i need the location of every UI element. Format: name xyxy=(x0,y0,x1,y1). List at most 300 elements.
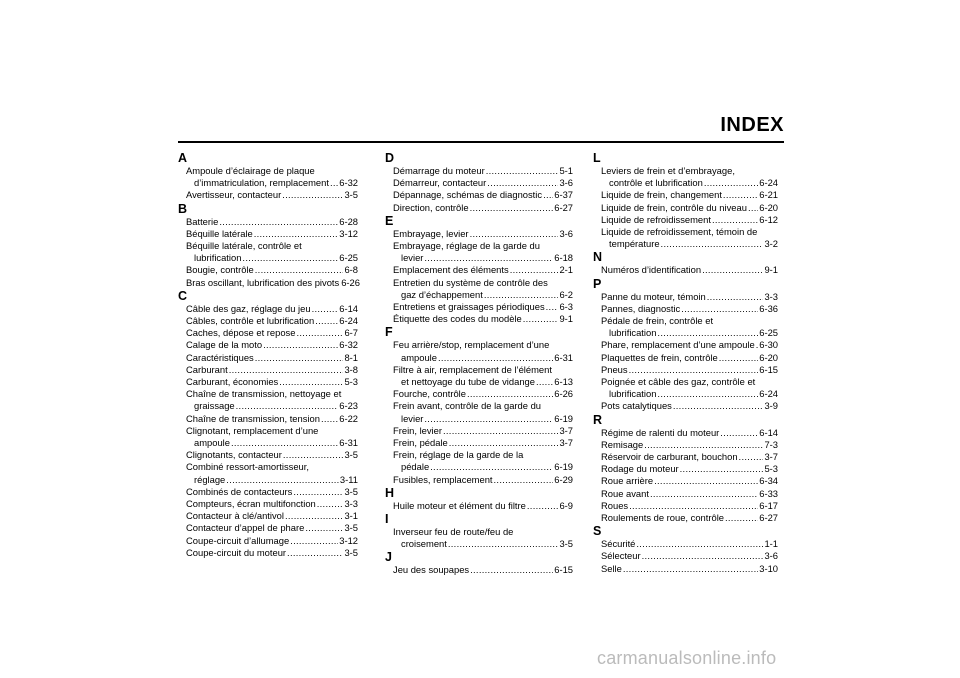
index-entry-text: Clignotants, contacteur xyxy=(186,449,282,461)
index-entry-text: Sélecteur xyxy=(601,550,641,562)
index-entry-text: Câbles, contrôle et lubrification xyxy=(186,315,315,327)
index-letter: E xyxy=(385,213,394,228)
index-entry xyxy=(593,500,778,512)
index-column-1 xyxy=(178,151,358,559)
dot-leader xyxy=(255,352,344,364)
index-letter: H xyxy=(385,485,395,500)
index-entry-text: Pannes, diagnostic xyxy=(601,302,681,314)
dot-leader xyxy=(680,463,764,475)
dot-leader xyxy=(312,303,339,315)
dot-leader xyxy=(293,486,343,498)
index-entry xyxy=(593,364,778,376)
page-number: 3-9 xyxy=(764,400,778,412)
index-entry-text: Frein, levier xyxy=(393,424,442,436)
index-entry-text: Rodage du moteur xyxy=(601,463,679,475)
index-entry-text: Frein, réglage de la garde de la xyxy=(393,449,524,461)
page-number: 6-24 xyxy=(759,388,778,400)
index-entry-text: Remisage xyxy=(601,438,644,450)
index-entry xyxy=(593,488,778,500)
index-entry xyxy=(178,165,358,189)
page-number: 3-12 xyxy=(339,227,358,239)
page-number: 6-15 xyxy=(554,564,573,576)
index-entry xyxy=(178,339,358,351)
index-entry xyxy=(593,463,778,475)
dot-leader xyxy=(229,364,344,376)
dot-leader xyxy=(226,474,339,486)
index-entry xyxy=(178,486,358,498)
index-entry-text: Numéros d’identification xyxy=(601,264,702,276)
dot-leader xyxy=(543,189,553,201)
index-entry xyxy=(593,376,778,400)
page-number: 6-27 xyxy=(759,512,778,524)
page-number: 3-5 xyxy=(559,538,573,550)
page-number: 6-31 xyxy=(339,437,358,449)
index-entry-text: Coupe-circuit du moteur xyxy=(186,546,287,558)
page-number: 6-25 xyxy=(759,327,778,339)
page-number: 5-3 xyxy=(764,463,778,475)
dot-leader xyxy=(725,512,758,524)
index-column-2 xyxy=(385,151,573,577)
dot-leader xyxy=(484,289,559,301)
index-entry-text: Roue arrière xyxy=(601,475,654,487)
dot-leader xyxy=(681,303,758,315)
page-number: 7-3 xyxy=(764,438,778,450)
index-entry-text: Phare, remplacement d’une ampoule xyxy=(601,339,755,351)
index-entry xyxy=(178,413,358,425)
dot-leader xyxy=(707,291,764,303)
index-entry-text: contrôle et lubrification xyxy=(609,177,703,189)
index-entry xyxy=(593,538,778,550)
page-number: 6-12 xyxy=(759,213,778,225)
index-entry xyxy=(178,277,358,289)
page-number: 6-19 xyxy=(554,461,573,473)
index-letter: P xyxy=(593,276,602,291)
dot-leader xyxy=(438,352,553,364)
index-entry-text: Frein avant, contrôle de la garde du xyxy=(393,400,542,412)
index-entry-text: Démarrage du moteur xyxy=(393,165,485,176)
index-entry xyxy=(178,376,358,388)
dot-leader xyxy=(650,488,758,500)
page-number: 6-37 xyxy=(554,189,573,201)
page-number: 6-8 xyxy=(344,264,358,276)
index-entry-text: Clignotant, remplacement d’une xyxy=(186,424,319,436)
dot-leader xyxy=(629,364,759,376)
dot-leader xyxy=(231,437,338,449)
index-entry xyxy=(385,500,573,512)
index-letter: L xyxy=(593,151,601,165)
page-number: 6-22 xyxy=(339,412,358,424)
index-entry-text: Liquide de frein, contrôle du niveau xyxy=(601,201,747,213)
index-entry xyxy=(178,264,358,276)
index-entry-text: Plaquettes de frein, contrôle xyxy=(601,351,718,363)
index-entry-text: température xyxy=(609,238,660,250)
dot-leader xyxy=(443,425,558,437)
index-entry-text: Fusibles, remplacement xyxy=(393,473,493,485)
index-entry-text: Compteurs, écran multifonction xyxy=(186,498,316,510)
index-entry-text: Direction, contrôle xyxy=(393,201,469,213)
index-entry-text: croisement xyxy=(401,538,447,550)
index-entry xyxy=(593,226,778,250)
index-entry xyxy=(593,291,778,303)
dot-leader xyxy=(282,189,343,201)
index-entry-text: Selle xyxy=(601,562,622,574)
page-number: 6-2 xyxy=(559,288,573,300)
page-number: 3-5 xyxy=(344,189,358,201)
dot-leader xyxy=(430,461,553,473)
page-number: 2-1 xyxy=(559,264,573,276)
index-entry-text: Entretien du système de contrôle des xyxy=(393,276,548,288)
page-number: 3-8 xyxy=(344,363,358,375)
index-entry xyxy=(385,240,573,264)
index-entry xyxy=(593,427,778,439)
dot-leader xyxy=(723,189,758,201)
index-entry xyxy=(178,216,358,228)
index-entry xyxy=(178,315,358,327)
page-number: 6-30 xyxy=(759,339,778,351)
page-number: 6-9 xyxy=(559,499,573,511)
index-entry xyxy=(385,301,573,313)
index-entry-text: lubrification xyxy=(609,327,657,339)
index-entry-text: Inverseur feu de route/feu de xyxy=(393,526,514,538)
index-entry xyxy=(178,498,358,510)
index-entry-text: Calage de la moto xyxy=(186,339,263,351)
index-entry xyxy=(178,535,358,547)
page-number: 6-24 xyxy=(339,315,358,327)
index-entry xyxy=(178,228,358,240)
page-number: 6-14 xyxy=(339,302,358,314)
dot-leader xyxy=(263,339,338,351)
dot-leader xyxy=(470,564,553,576)
index-entry-text: ampoule xyxy=(401,351,437,363)
index-entry-text: Liquide de refroidissement, témoin de xyxy=(601,226,758,238)
index-entry xyxy=(385,264,573,276)
page-number: 3-6 xyxy=(559,227,573,239)
index-entry-text: Batterie xyxy=(186,215,219,227)
page-number: 6-23 xyxy=(339,400,358,412)
index-entry xyxy=(178,547,358,559)
index-entry-text: Emplacement des éléments xyxy=(393,264,509,276)
index-entry xyxy=(178,461,358,485)
page-number: 3-6 xyxy=(559,177,573,189)
index-entry-text: Roue avant xyxy=(601,487,649,499)
index-entry-text: Caractéristiques xyxy=(186,351,254,363)
page-number: 6-21 xyxy=(759,189,778,201)
index-entry xyxy=(385,165,573,177)
dot-leader xyxy=(739,451,764,463)
dot-leader xyxy=(527,500,559,512)
dot-leader xyxy=(487,177,558,189)
index-entry-text: Filtre à air, remplacement de l’élément xyxy=(393,363,552,375)
index-entry-text: Poignée et câble des gaz, contrôle et xyxy=(601,376,756,388)
index-entry xyxy=(593,439,778,451)
watermark: carmanualsonline.info xyxy=(597,648,777,668)
index-entry-text: Liquide de refroidissement xyxy=(601,213,711,225)
index-entry xyxy=(385,388,573,400)
index-entry-text: Frein, pédale xyxy=(393,437,448,449)
dot-leader xyxy=(623,563,758,575)
page-number: 3-11 xyxy=(339,473,358,485)
index-entry xyxy=(593,264,778,276)
dot-leader xyxy=(629,500,758,512)
index-entry-text: Liquide de frein, changement xyxy=(601,189,722,201)
index-column-3 xyxy=(593,151,778,575)
dot-leader xyxy=(330,177,338,189)
page-number: 3-6 xyxy=(764,550,778,562)
index-entry xyxy=(593,400,778,412)
index-letter: N xyxy=(593,250,603,265)
page-number: 6-26 xyxy=(341,276,360,288)
page-number: 6-26 xyxy=(554,388,573,400)
index-entry-text: levier xyxy=(401,252,424,264)
index-entry xyxy=(593,189,778,201)
dot-leader xyxy=(317,498,344,510)
page-number: 6-28 xyxy=(339,215,358,227)
index-entry-text: Béquille latérale xyxy=(186,227,253,239)
index-entry-text: Huile moteur et élément du filtre xyxy=(393,499,526,511)
index-entry-text: Panne du moteur, témoin xyxy=(601,290,706,302)
dot-leader xyxy=(470,228,559,240)
index-entry xyxy=(385,277,573,301)
page-number: 6-20 xyxy=(759,351,778,363)
page-number: 3-5 xyxy=(344,449,358,461)
index-entry xyxy=(178,510,358,522)
index-entry-text: Roues xyxy=(601,499,629,511)
page-number: 3-3 xyxy=(764,290,778,302)
index-entry-text: Coupe-circuit d’allumage xyxy=(186,534,290,546)
page-number: 6-32 xyxy=(339,339,358,351)
page-number: 6-31 xyxy=(554,351,573,363)
index-entry-text: Combiné ressort-amortisseur, xyxy=(186,461,309,473)
page-number: 3-5 xyxy=(344,546,358,558)
page-number: 3-7 xyxy=(559,424,573,436)
index-entry-text: Pneus xyxy=(601,363,628,375)
index-entry xyxy=(385,400,573,424)
index-entry-text: Entretiens et graissages périodiques xyxy=(393,301,545,313)
index-entry-text: Régime de ralenti du moteur xyxy=(601,426,720,438)
dot-leader xyxy=(661,238,764,250)
page-number: 6-17 xyxy=(759,499,778,511)
index-entry-text: Bras oscillant, lubrification des pivots xyxy=(186,276,340,288)
dot-leader xyxy=(283,449,344,461)
index-entry-text: Contacteur d’appel de phare xyxy=(186,522,305,534)
index-entry-text: Démarreur, contacteur xyxy=(393,177,487,189)
index-entry-text: ampoule xyxy=(194,437,230,449)
index-entry-text: Chaîne de transmission, nettoyage et xyxy=(186,388,342,400)
page-number: 3-3 xyxy=(344,498,358,510)
page-number: 5-1 xyxy=(559,165,573,176)
index-entry xyxy=(593,475,778,487)
page-number: 3-7 xyxy=(559,437,573,449)
index-entry-text: graissage xyxy=(194,400,235,412)
index-entry xyxy=(178,189,358,201)
index-entry xyxy=(385,564,573,576)
index-entry xyxy=(593,315,778,339)
page-title: INDEX xyxy=(720,114,784,136)
dot-leader xyxy=(510,264,559,276)
index-entry-text: Combinés de contacteurs xyxy=(186,485,293,497)
index-entry xyxy=(593,512,778,524)
index-entry-text: Étiquette des codes du modèle xyxy=(393,313,522,325)
index-entry xyxy=(385,228,573,240)
index-entry-text: d’immatriculation, remplacement xyxy=(194,177,329,189)
index-entry xyxy=(385,202,573,214)
index-entry-text: Roulements de roue, contrôle xyxy=(601,512,724,524)
index-entry xyxy=(178,425,358,449)
index-entry-text: lubrification xyxy=(609,388,657,400)
dot-leader xyxy=(424,252,553,264)
page-number: 8-1 xyxy=(344,351,358,363)
index-entry xyxy=(385,449,573,473)
index-letter: J xyxy=(385,550,392,565)
page-number: 3-2 xyxy=(764,238,778,250)
dot-leader xyxy=(470,202,554,214)
index-entry xyxy=(385,364,573,388)
dot-leader xyxy=(702,264,763,276)
index-entry-text: Carburant xyxy=(186,363,228,375)
index-entry-text: Embrayage, levier xyxy=(393,227,469,239)
page-number: 6-14 xyxy=(759,426,778,438)
index-entry xyxy=(593,352,778,364)
index-entry xyxy=(178,388,358,412)
dot-leader xyxy=(321,413,338,425)
dot-leader xyxy=(296,327,343,339)
index-entry xyxy=(178,352,358,364)
page-number: 3-1 xyxy=(344,510,358,522)
index-entry-text: Jeu des soupapes xyxy=(393,564,470,576)
dot-leader xyxy=(756,339,758,351)
page-number: 9-1 xyxy=(559,313,573,325)
dot-leader xyxy=(673,400,764,412)
index-letter: I xyxy=(385,512,389,527)
page-number: 6-7 xyxy=(344,327,358,339)
dot-leader xyxy=(279,376,343,388)
index-entry xyxy=(385,177,573,189)
page-number: 3-5 xyxy=(344,485,358,497)
dot-leader xyxy=(719,352,758,364)
dot-leader xyxy=(494,474,554,486)
page-number: 6-33 xyxy=(759,487,778,499)
index-entry xyxy=(593,202,778,214)
page-number: 3-5 xyxy=(344,522,358,534)
index-entry xyxy=(593,303,778,315)
page-number: 6-32 xyxy=(339,177,358,189)
index-entry-text: Leviers de frein et d’embrayage, xyxy=(601,165,735,176)
dot-leader xyxy=(448,538,559,550)
index-entry-text: et nettoyage du tube de vidange xyxy=(401,376,535,388)
index-entry xyxy=(385,339,573,363)
dot-leader xyxy=(255,264,344,276)
index-entry-text: Avertisseur, contacteur xyxy=(186,189,282,201)
index-entry-text: gaz d’échappement xyxy=(401,288,483,300)
index-entry xyxy=(385,189,573,201)
index-entry xyxy=(593,165,778,189)
page-number: 3-7 xyxy=(764,451,778,463)
dot-leader xyxy=(236,400,339,412)
index-entry-text: lubrification xyxy=(194,252,242,264)
page-number: 3-12 xyxy=(339,534,358,546)
page-number: 5-3 xyxy=(344,376,358,388)
page-number: 6-24 xyxy=(759,177,778,189)
page-number: 6-25 xyxy=(339,252,358,264)
page-number: 3-10 xyxy=(759,562,778,574)
index-letter: F xyxy=(385,325,393,340)
index-entry-text: Sécurité xyxy=(601,538,636,550)
index-entry xyxy=(178,327,358,339)
dot-leader xyxy=(287,547,343,559)
dot-leader xyxy=(546,301,559,313)
page-number: 9-1 xyxy=(764,264,778,276)
index-entry xyxy=(178,303,358,315)
page-number: 6-29 xyxy=(554,473,573,485)
dot-leader xyxy=(219,216,338,228)
index-entry-text: Ampoule d’éclairage de plaque xyxy=(186,165,315,176)
index-entry-text: pédale xyxy=(401,461,430,473)
dot-leader xyxy=(315,315,338,327)
dot-leader xyxy=(254,228,339,240)
index-entry xyxy=(593,563,778,575)
index-entry-text: Câble des gaz, réglage du jeu xyxy=(186,302,311,314)
dot-leader xyxy=(523,313,559,325)
index-entry xyxy=(385,437,573,449)
page-number: 6-27 xyxy=(554,201,573,213)
dot-leader xyxy=(305,522,343,534)
page-number: 6-20 xyxy=(759,201,778,213)
index-entry xyxy=(178,522,358,534)
dot-leader xyxy=(704,177,758,189)
index-entry-text: Contacteur à clé/antivol xyxy=(186,510,284,522)
page-number: 6-34 xyxy=(759,475,778,487)
index-entry-text: réglage xyxy=(194,473,226,485)
index-entry xyxy=(385,425,573,437)
index-entry-text: Pédale de frein, contrôle et xyxy=(601,315,714,327)
index-entry-text: Chaîne de transmission, tension xyxy=(186,412,320,424)
index-letter: R xyxy=(593,412,603,427)
index-entry-text: Embrayage, réglage de la garde du xyxy=(393,240,540,252)
page-number: 6-36 xyxy=(759,302,778,314)
index-entry xyxy=(593,339,778,351)
index-letter: A xyxy=(178,151,188,165)
index-entry-text: Caches, dépose et repose xyxy=(186,327,296,339)
index-entry-text: Bougie, contrôle xyxy=(186,264,254,276)
index-entry xyxy=(593,451,778,463)
title-rule xyxy=(178,141,784,143)
page-number: 1-1 xyxy=(764,538,778,550)
index-letter: D xyxy=(385,151,395,165)
index-letter: B xyxy=(178,201,188,216)
page-number: 6-13 xyxy=(554,376,573,388)
dot-leader xyxy=(285,510,343,522)
page-number: 6-19 xyxy=(554,412,573,424)
dot-leader xyxy=(748,202,758,214)
dot-leader xyxy=(486,165,559,177)
index-entry-text: Béquille latérale, contrôle et xyxy=(186,240,302,252)
index-entry-text: Réservoir de carburant, bouchon xyxy=(601,451,738,463)
dot-leader xyxy=(636,538,763,550)
dot-leader xyxy=(242,252,338,264)
page-number: 6-3 xyxy=(559,301,573,313)
page-number: 6-15 xyxy=(759,363,778,375)
dot-leader xyxy=(467,388,553,400)
index-entry-text: levier xyxy=(401,412,424,424)
index-entry xyxy=(385,474,573,486)
dot-leader xyxy=(654,475,758,487)
dot-leader xyxy=(720,427,758,439)
dot-leader xyxy=(657,327,758,339)
index-entry xyxy=(593,550,778,562)
index-entry xyxy=(593,214,778,226)
index-letter: S xyxy=(593,524,602,539)
page-number: 6-18 xyxy=(554,252,573,264)
